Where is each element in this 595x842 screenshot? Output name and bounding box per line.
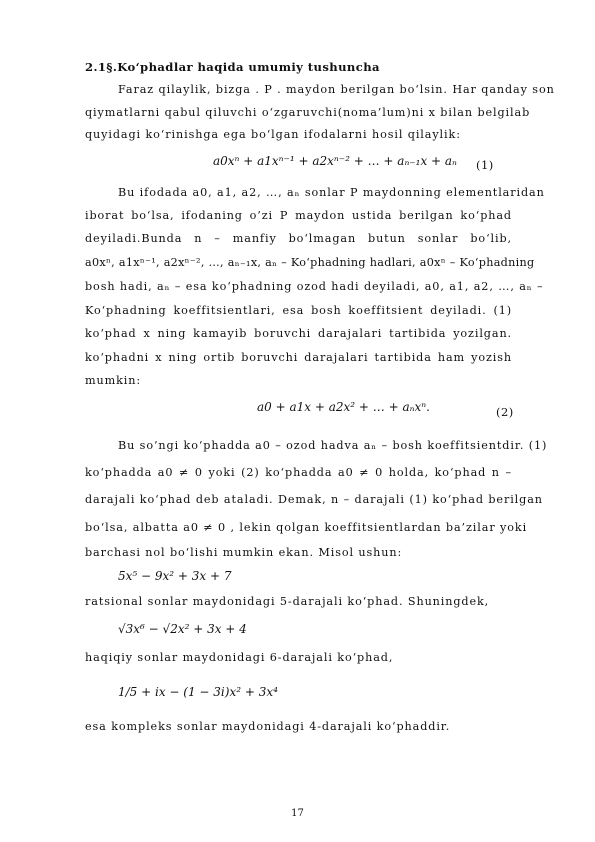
example-1-text: ratsional sonlar maydonidagi 5-darajali ko‘phad. Shuningdek,	[85, 595, 490, 608]
equation-2-number: (2)	[496, 405, 514, 419]
paragraph-line-2: qiymatlarni qabul qiluvchi o‘zgaruvchi(noma’lum)ni x bilan belgilab	[85, 106, 531, 119]
paragraph2-line-2: iborat bo‘lsa, ifodaning o’zi P maydon ustida berilgan ko‘phad	[85, 209, 512, 222]
paragraph3-line-3: darajali ko‘phad deb ataladi. Demak, n – darajali (1) ko‘phad berilgan	[85, 493, 543, 506]
example-3-formula: 1/5 + ix − (1 − 3i)x² + 3x⁴	[118, 685, 278, 699]
paragraph2-line-1: Bu ifodada a0, a1, a2, …, aₙ sonlar P maydonning elementlaridan	[118, 186, 545, 199]
paragraph2-line-9: mumkin:	[85, 374, 142, 387]
paragraph2-line-4: a0xⁿ, a1xⁿ⁻¹, a2xⁿ⁻², …, aₙ₋₁x, aₙ – Ko‘phadning hadlari, a0xⁿ – Ko‘phadning	[85, 256, 535, 269]
paragraph2-line-8: ko‘phadni x ning ortib boruvchi darajalari tartibida ham yozish	[85, 351, 512, 364]
example-2-formula: √3x⁶ − √2x² + 3x + 4	[118, 622, 247, 636]
page-number: 17	[291, 808, 304, 819]
example-3-text: esa kompleks sonlar maydonidagi 4-darajali ko‘phaddir.	[85, 720, 451, 733]
paragraph-line-3: quyidagi ko‘rinishga ega bo‘lgan ifodalarni hosil qilaylik:	[85, 128, 461, 141]
paragraph3-line-2: ko‘phadda a0 ≠ 0 yoki (2) ko‘phadda a0 ≠ 0 holda, ko‘phad n –	[85, 466, 512, 479]
equation-1: a0xⁿ + a1xⁿ⁻¹ + a2xⁿ⁻² + … + aₙ₋₁x + aₙ	[213, 154, 457, 168]
paragraph2-line-7: ko‘phad x ning kamayib boruvchi darajalari tartibida yozilgan.	[85, 327, 512, 340]
paragraph2-line-5: bosh hadi, aₙ – esa ko‘phadning ozod hadi deyiladi, a0, a1, a2, …, aₙ –	[85, 280, 544, 293]
example-2-text: haqiqiy sonlar maydonidagi 6-darajali ko‘phad,	[85, 651, 394, 664]
paragraph2-line-3: deyiladi.Bunda n – manfiy bo‘lmagan butun sonlar bo‘lib,	[85, 232, 512, 245]
paragraph3-line-4: bo‘lsa, albatta a0 ≠ 0 , lekin qolgan koeffitsientlardan ba’zilar yoki	[85, 521, 528, 534]
paragraph3-line-1: Bu so’ngi ko‘phadda a0 – ozod hadva aₙ – bosh koeffitsientdir. (1)	[118, 439, 548, 452]
section-heading: 2.1§.Ko‘phadlar haqida umumiy tushuncha	[85, 60, 380, 74]
equation-2: a0 + a1x + a2x² + … + aₙxⁿ.	[257, 400, 430, 414]
equation-1-number: (1)	[476, 158, 494, 172]
paragraph3-line-5: barchasi nol bo‘lishi mumkin ekan. Misol ushun:	[85, 546, 403, 559]
paragraph-line-1: Faraz qilaylik, bizga . P . maydon berilgan bo‘lsin. Har qanday son	[118, 83, 555, 96]
paragraph2-line-6: Ko‘phadning koeffitsientlari, esa bosh koeffitsient deyiladi. (1)	[85, 304, 512, 317]
example-1-formula: 5x⁵ − 9x² + 3x + 7	[118, 569, 232, 583]
